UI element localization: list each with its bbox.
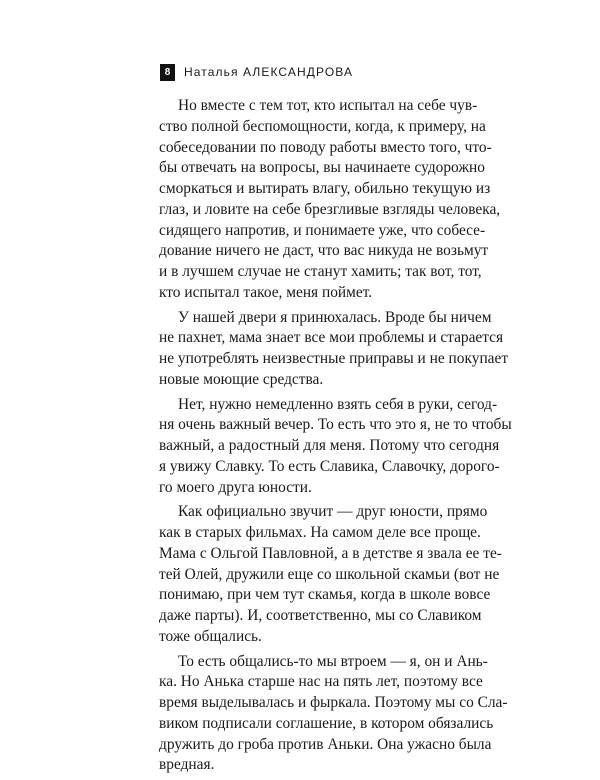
text-line: тоже общались. [159,627,262,645]
text-line: Но вместе с тем тот, кто испытал на себе чув- [178,97,478,114]
text-line: У нашей двери я принюхалась. Вроде бы ничем [178,308,492,326]
text-line: бы отвечать на вопросы, вы начинаете судорожно [159,159,485,177]
text-line: не употреблять неизвестные приправы и не покупает [159,350,509,367]
text-line: тей Олей, дружили еще со школьной скамьи (вот не [159,565,500,583]
text-line: я увижу Славку. То есть Славика, Славочку, дорого- [159,457,500,475]
text-line: и в лучшем случае не станут хамить; так вот, тот, [159,263,482,280]
text-line: сидящего напротив, и понимаете уже, что собесе- [159,221,486,239]
text-line: ка. Но Анька старше нас на пять лет, поэтому все [159,673,483,691]
text-line: вредная. [159,756,215,774]
text-line: ня очень важный вечер. То есть что это я, не то чтобы [159,416,512,434]
text-line: как в старых фильмах. На самом деле все проще. [159,524,481,541]
text-line: новые моющие средства. [159,370,324,388]
text-line: собеседовании по поводу работы вместо того, что- [159,138,492,156]
body-text [159,96,512,780]
text-line: важный, а радостный для меня. Потому что сегодня [159,437,500,454]
text-line: Мама с Ольгой Павловной, а в детстве я звала ее те- [159,544,502,562]
text-line: Как официально звучит — друг юности, прямо [178,503,488,521]
text-line: ство полной беспомощности, когда, к примеру, на [159,117,486,135]
text-line: понимаю, при чем тут скамья, когда в школе вовсе [159,586,491,604]
text-line: То есть общались-то мы втроем — я, он и Ань- [178,652,488,670]
paragraph-4 [159,502,502,647]
text-line: го моего друга юности. [159,478,312,496]
paragraph-2 [159,308,509,391]
running-head-title: Наталья АЛЕКСАНДРОВА [184,65,354,79]
page-number: 8 [160,64,175,81]
paragraph-1 [159,96,501,304]
paragraph-3 [159,395,512,499]
text-line: глаз, и ловите на себе брезгливые взгляды человека, [159,200,501,218]
text-line: даже парты). И, соответственно, мы со Славиком [159,607,482,624]
text-line: дружить до гроба против Аньки. Она ужасно была [159,735,492,753]
text-line: не пахнет, мама знает все мои проблемы и старается [159,329,504,347]
text-line: Нет, нужно немедленно взять себя в руки, сегод- [178,395,498,413]
text-line: сморкаться и вытирать влагу, обильно текущую из [159,180,491,197]
text-line: дование ничего не даст, что вас никуда не возьмут [159,242,489,260]
running-header [160,63,353,81]
text-line: виком подписали соглашение, в котором обязались [159,714,494,732]
text-line: кто испытал такое, меня поймет. [159,283,373,301]
paragraph-5 [159,652,508,777]
text-line: время выделывалась и фыркала. Поэтому мы со Сла- [159,694,508,711]
